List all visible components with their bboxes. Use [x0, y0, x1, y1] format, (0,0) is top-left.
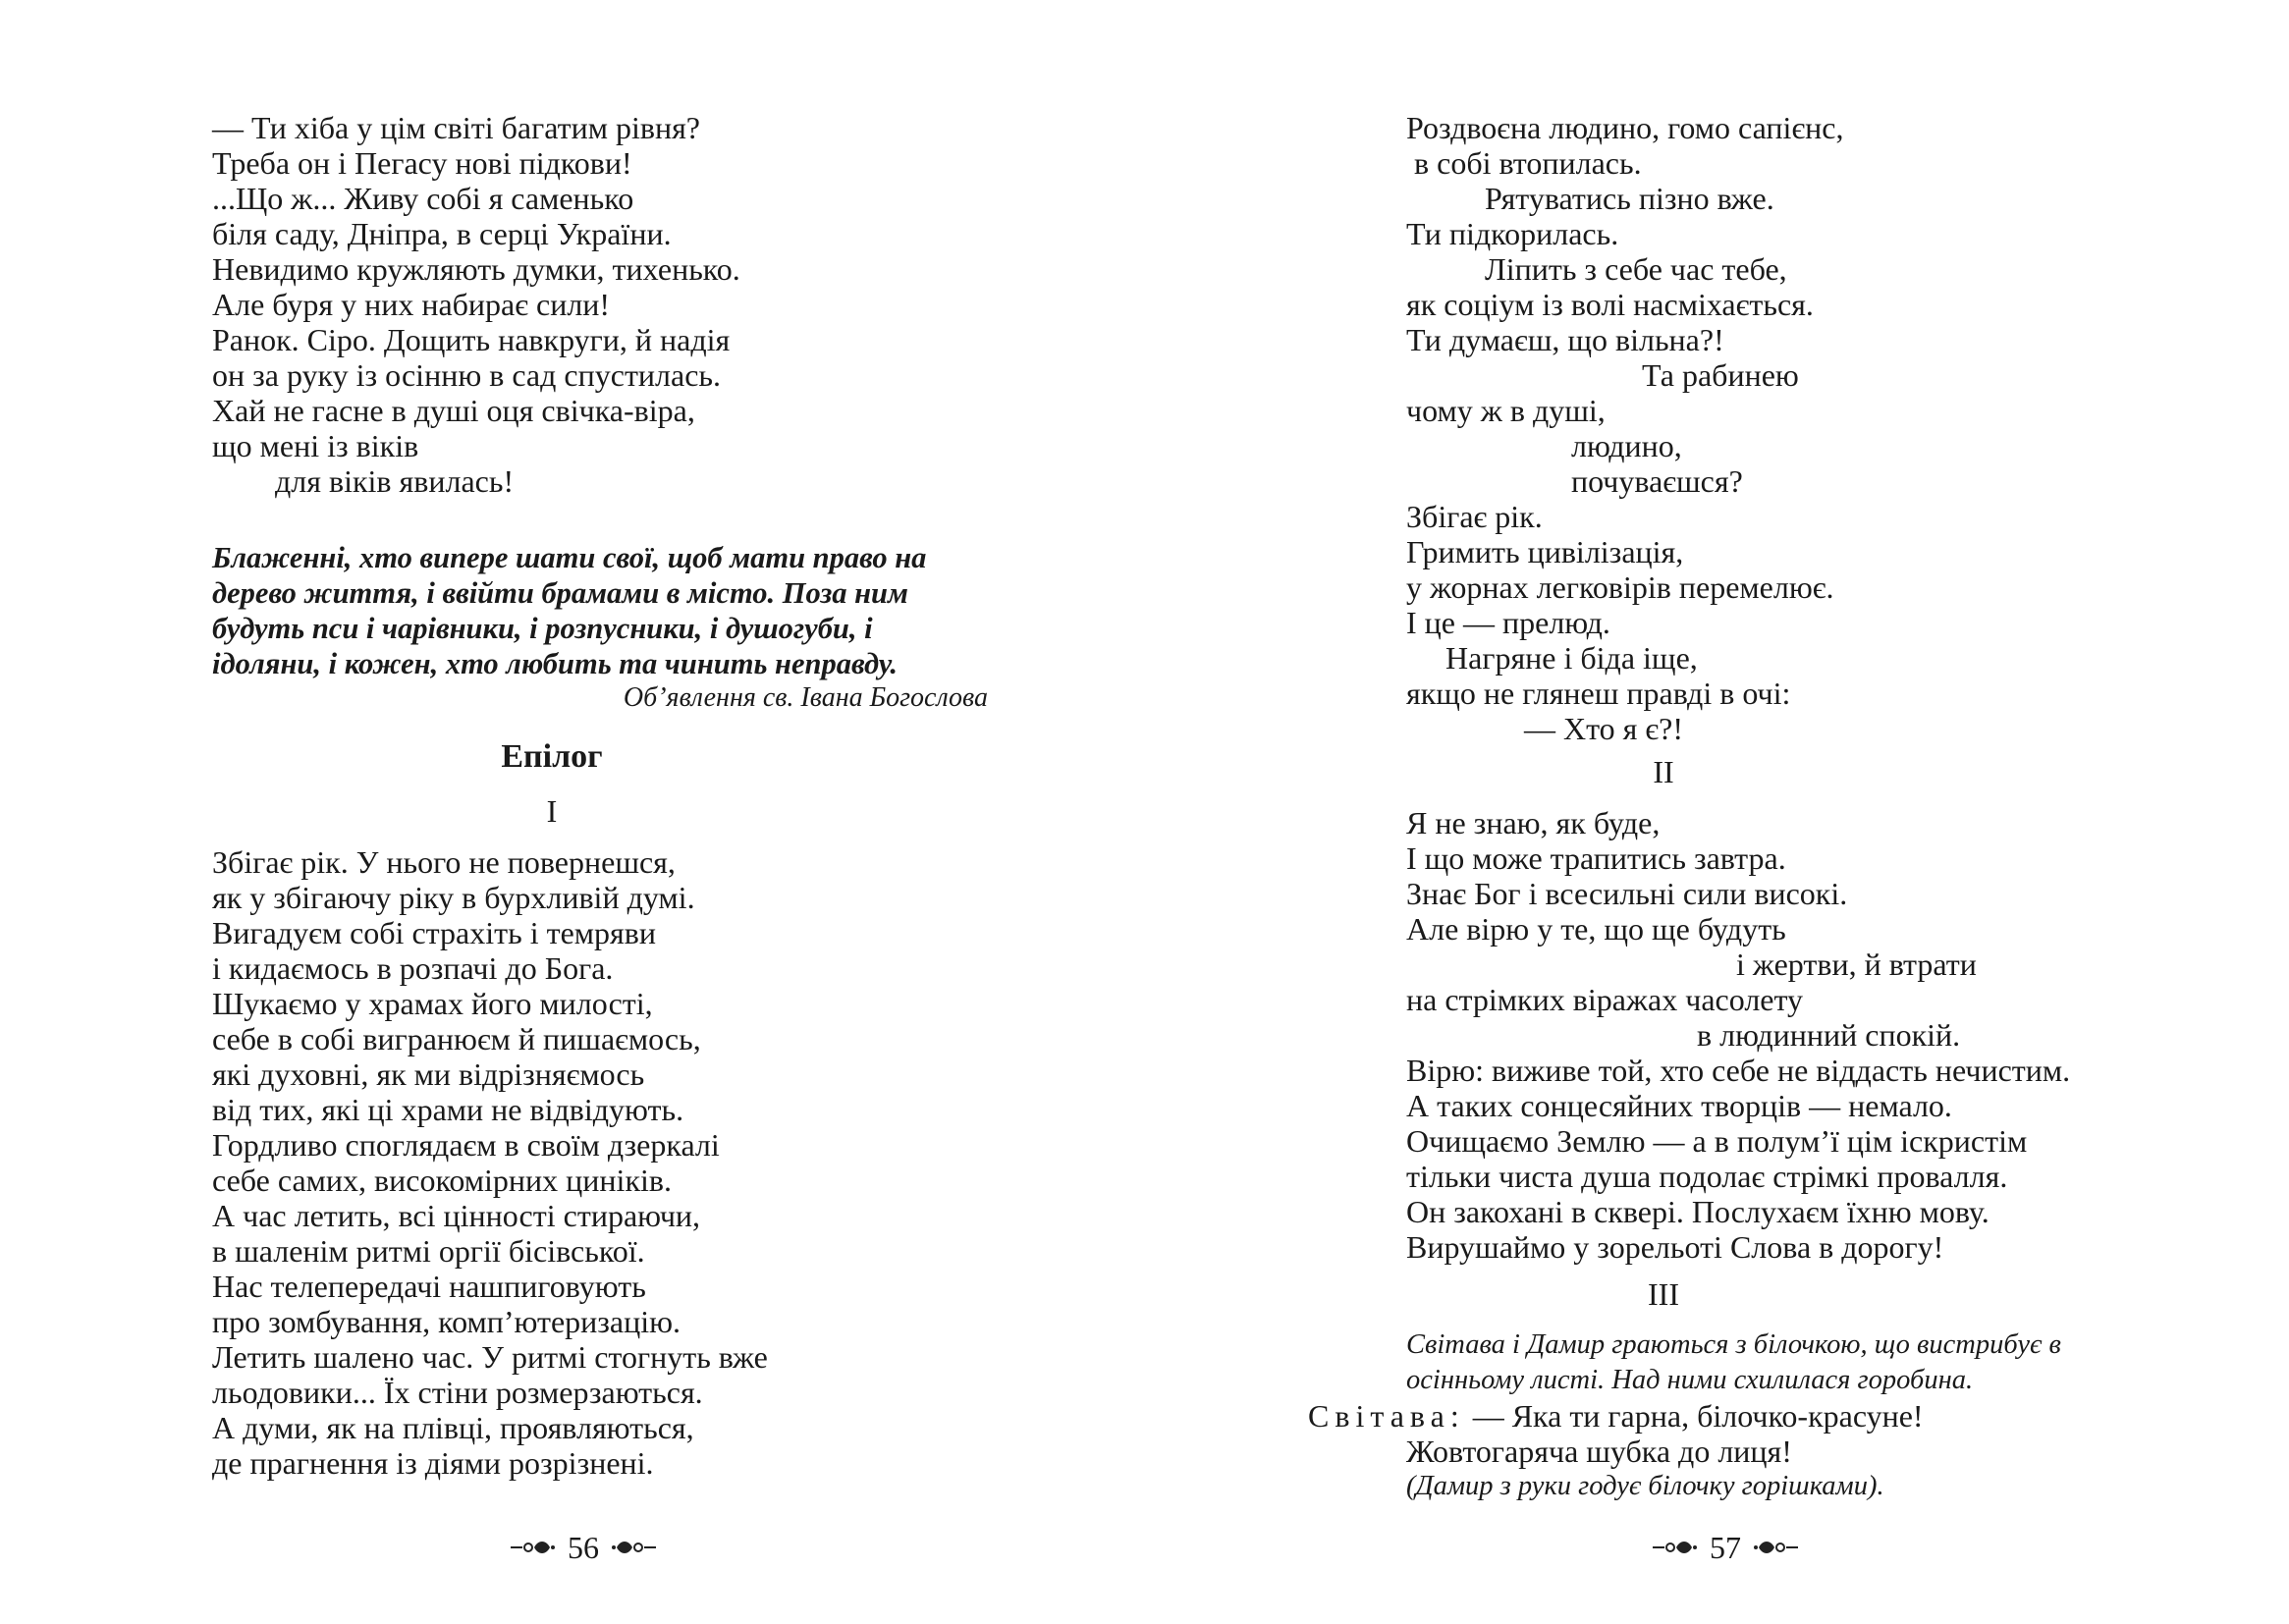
poem-line: Роздвоєна людино, гомо сапієнс,	[1406, 110, 1844, 145]
section-numeral-2: II	[1653, 754, 1674, 789]
poem-line: Я не знаю, як буде,	[1406, 805, 1661, 840]
page-number: 56	[568, 1529, 599, 1565]
epigraph-attribution: Об’явлення св. Івана Богослова	[623, 682, 988, 713]
poem-line: від тих, які ці храми не відвідують.	[212, 1092, 684, 1127]
poem-line: Але буря у них набирає сили!	[212, 287, 611, 322]
poem-line: Очищаємо Землю — а в полум’ї цім іскристім	[1406, 1123, 2028, 1159]
poem-line: що мені із віків	[212, 428, 419, 463]
poem-line: у жорнах легковірів перемелює.	[1406, 569, 1834, 605]
poem-line: А таких сонцесяйних творців — немало.	[1406, 1088, 1952, 1123]
stage-direction-after: (Дамир з руки годує білочку горішками).	[1406, 1471, 1884, 1501]
poem-line: про зомбування, комп’ютеризацію.	[212, 1304, 681, 1339]
epigraph-line: ідоляни, і кожен, хто любить та чинить неправду.	[212, 647, 898, 680]
poem-line: он за руку із осінню в сад спустилась.	[212, 357, 722, 393]
page-number: 57	[1710, 1529, 1741, 1565]
poem-line: Вірю: виживе той, хто себе не віддасть нечистим.	[1406, 1053, 2071, 1088]
page-footer-56	[509, 1528, 658, 1567]
poem-line: чому ж в душі,	[1406, 393, 1606, 428]
poem-line: Гордливо споглядаєм в своїм дзеркалі	[212, 1127, 720, 1163]
epigraph-line: будуть пси і чарівники, і розпусники, і душогуби, і	[212, 612, 873, 645]
right-page	[1144, 0, 2289, 1624]
poem-line: Та рабинею	[1406, 357, 1799, 393]
stage-direction-line: осінньому листі. Над ними схилилася горобина.	[1406, 1365, 1974, 1395]
epigraph-line: дерево життя, і ввійти брамами в місто. Поза ним	[212, 576, 908, 610]
poem-line: Шукаємо у храмах його милості,	[212, 986, 653, 1021]
page-footer-57	[1651, 1528, 1800, 1567]
poem-line: для віків явилась!	[212, 463, 515, 499]
epigraph-line: Блаженні, хто випере шати свої, щоб мати право на	[212, 541, 927, 574]
poem-line: Вирушаймо у зорельоті Слова в дорогу!	[1406, 1229, 1944, 1265]
poem-line: Вигадуєм собі страхіть і темряви	[212, 915, 656, 950]
poem-line: Ти думаєш, що вільна?!	[1406, 322, 1724, 357]
dialogue-line: — Яка ти гарна, білочко-красуне!	[1472, 1398, 1924, 1434]
poem-line: в собі втопилась.	[1406, 145, 1642, 181]
poem-line: біля саду, Дніпра, в серці України.	[212, 216, 672, 251]
poem-line: Ліпить з себе час тебе,	[1406, 251, 1787, 287]
poem-line: Он закохані в сквері. Послухаєм їхню мову.	[1406, 1194, 1989, 1229]
poem-line: в людинний спокій.	[1406, 1017, 1961, 1053]
poem-line: Збігає рік.	[1406, 499, 1543, 534]
poem-line: Ти підкорилась.	[1406, 216, 1619, 251]
poem-line: ...Що ж... Живу собі я саменько	[212, 181, 634, 216]
poem-line: які духовні, як ми відрізняємось	[212, 1056, 645, 1092]
epilogue-stanza-1	[212, 844, 768, 1481]
poem-line: якщо не глянеш правді в очі:	[1406, 676, 1791, 711]
poem-line: себе самих, високомірних циніків.	[212, 1163, 672, 1198]
poem-stanza-2	[1406, 805, 2070, 1265]
dialogue-line: Жовтогаряча шубка до лиця!	[1406, 1434, 1792, 1469]
poem-line: Нагряне і біда іще,	[1406, 640, 1698, 676]
poem-line: Знає Бог і всесильні сили високі.	[1406, 876, 1848, 911]
ornament-right-icon	[1753, 1537, 1800, 1558]
poem-line: І це — прелюд.	[1406, 605, 1610, 640]
poem-line: Хай не гасне в душі оця свічка-віра,	[212, 393, 695, 428]
poem-line: і жертви, й втрати	[1406, 947, 1977, 982]
poem-line: Нас телепередачі нашпиговують	[212, 1269, 646, 1304]
section-numeral-1: I	[546, 793, 558, 829]
epigraph	[212, 540, 926, 681]
poem-line: в шаленім ритмі оргії бісівської.	[212, 1233, 645, 1269]
poem-line: Гримить цивілізація,	[1406, 534, 1684, 569]
poem-line: Рятуватись пізно вже.	[1406, 181, 1774, 216]
poem-line: І що може трапитись завтра.	[1406, 840, 1786, 876]
left-page	[0, 0, 1144, 1624]
poem-line: де прагнення із діями розрізнені.	[212, 1445, 654, 1481]
speaker-name: Світава:	[1308, 1398, 1465, 1434]
ornament-left-icon	[509, 1537, 556, 1558]
poem-line: — Ти хіба у цім світі багатим рівня?	[212, 110, 700, 145]
ornament-left-icon	[1651, 1537, 1698, 1558]
poem-line: А думи, як на плівці, проявляються,	[212, 1410, 694, 1445]
poem-line: Летить шалено час. У ритмі стогнуть вже	[212, 1339, 768, 1375]
poem-stanza-continued	[1406, 110, 1844, 746]
stage-direction	[1406, 1327, 2061, 1398]
poem-line: Але вірю у те, що ще будуть	[1406, 911, 1786, 947]
dialogue	[1308, 1398, 1924, 1504]
poem-line: — Хто я є?!	[1406, 711, 1683, 746]
poem-line: як соціум із волі насміхається.	[1406, 287, 1814, 322]
poem-line: як у збігаючу ріку в бурхливій думі.	[212, 880, 695, 915]
stage-direction-line: Світава і Дамир граються з білочкою, що вистрибує в	[1406, 1329, 2061, 1360]
poem-line: Ранок. Сіро. Дощить навкруги, й надія	[212, 322, 731, 357]
poem-line: тільки чиста душа подолає стрімкі провалля.	[1406, 1159, 2008, 1194]
epilogue-heading: Епілог	[501, 738, 603, 775]
poem-line: Треба он і Пегасу нові підкови!	[212, 145, 632, 181]
section-numeral-3: III	[1648, 1276, 1679, 1312]
poem-line: льодовики... Їх стіни розмерзаються.	[212, 1375, 703, 1410]
poem-line: себе в собі вигранюєм й пишаємось,	[212, 1021, 701, 1056]
poem-line: почуваєшся?	[1406, 463, 1743, 499]
poem-line: і кидаємось в розпачі до Бога.	[212, 950, 614, 986]
poem-stanza	[212, 110, 740, 499]
poem-line: на стрімких віражах часолету	[1406, 982, 1804, 1017]
poem-line: людино,	[1406, 428, 1682, 463]
poem-line: Збігає рік. У нього не повернешся,	[212, 844, 676, 880]
ornament-right-icon	[611, 1537, 658, 1558]
poem-line: А час летить, всі цінності стираючи,	[212, 1198, 701, 1233]
poem-line: Невидимо кружляють думки, тихенько.	[212, 251, 740, 287]
